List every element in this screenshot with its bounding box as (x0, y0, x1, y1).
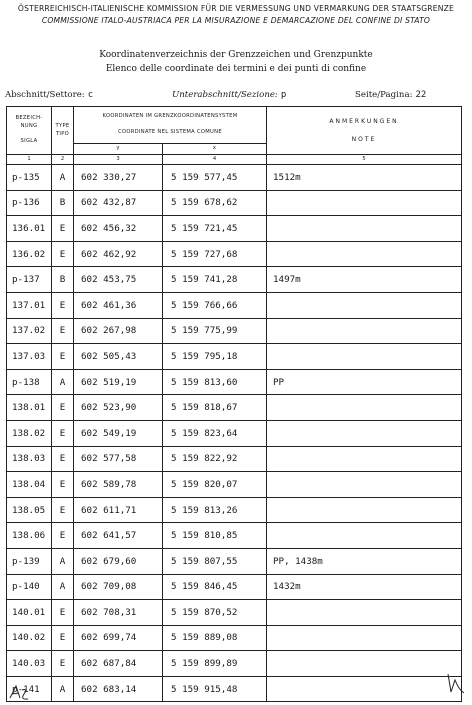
cell-y-coordinate: 602 611,71 (74, 497, 163, 523)
commission-title-italian: COMMISSIONE ITALO-AUSTRIACA PER LA MISURAZIONE E DEMARCAZIONE DEL CONFINE DI STATO (41, 16, 431, 25)
cell-y-coordinate: 602 577,58 (74, 446, 163, 472)
cell-y-coordinate: 602 519,19 (74, 369, 163, 395)
table-row (7, 216, 462, 242)
cell-type: E (52, 216, 74, 242)
cell-note (267, 216, 462, 242)
cell-type: E (52, 241, 74, 267)
cell-note (267, 344, 462, 370)
cell-type: A (52, 548, 74, 574)
cell-designation: 138.06 (7, 523, 52, 549)
section-value: p (280, 90, 287, 100)
cell-note (267, 600, 462, 626)
table-row (7, 600, 462, 626)
cell-type: E (52, 600, 74, 626)
column-number: 2 (52, 155, 74, 165)
cell-note (267, 446, 462, 472)
cell-x-coordinate: 5 159 813,26 (163, 497, 267, 523)
cell-x-coordinate: 5 159 889,08 (163, 625, 267, 651)
cell-x-coordinate: 5 159 766,66 (163, 292, 267, 318)
handwritten-signature-mark (445, 672, 467, 696)
cell-x-coordinate: 5 159 678,62 (163, 190, 267, 216)
cell-designation: 136.02 (7, 241, 52, 267)
table-row (7, 548, 462, 574)
cell-designation: p-135 (7, 165, 52, 191)
cell-type: E (52, 395, 74, 421)
cell-note (267, 625, 462, 651)
cell-y-coordinate: 602 453,75 (74, 267, 163, 293)
cell-y-coordinate: 602 699,74 (74, 625, 163, 651)
table-row (7, 344, 462, 370)
cell-y-coordinate: 602 709,08 (74, 574, 163, 600)
cell-type: A (52, 676, 74, 702)
cell-designation: p-140 (7, 574, 52, 600)
cell-x-coordinate: 5 159 822,92 (163, 446, 267, 472)
cell-designation: 140.01 (7, 600, 52, 626)
cell-y-coordinate: 602 461,36 (74, 292, 163, 318)
sector-value: c (87, 90, 94, 100)
cell-y-coordinate: 602 708,31 (74, 600, 163, 626)
cell-x-coordinate: 5 159 899,89 (163, 651, 267, 677)
cell-note (267, 676, 462, 702)
cell-x-coordinate: 5 159 775,99 (163, 318, 267, 344)
cell-y-coordinate: 602 589,78 (74, 472, 163, 498)
cell-x-coordinate: 5 159 818,67 (163, 395, 267, 421)
cell-note (267, 472, 462, 498)
table-row (7, 369, 462, 395)
cell-type: E (52, 344, 74, 370)
table-row (7, 395, 462, 421)
cell-type: E (52, 625, 74, 651)
cell-type: E (52, 292, 74, 318)
cell-designation: 138.05 (7, 497, 52, 523)
cell-designation: p-138 (7, 369, 52, 395)
cell-type: E (52, 651, 74, 677)
column-number: 5 (267, 155, 462, 165)
document-title-italian: Elenco delle coordinate dei termini e dei punti di confine (105, 64, 367, 74)
cell-note (267, 420, 462, 446)
cell-designation: p-141 (7, 676, 52, 702)
cell-x-coordinate: 5 159 795,18 (163, 344, 267, 370)
table-row (7, 574, 462, 600)
cell-type: E (52, 420, 74, 446)
cell-y-coordinate: 602 683,14 (74, 676, 163, 702)
cell-note (267, 190, 462, 216)
cell-note (267, 241, 462, 267)
cell-type: B (52, 190, 74, 216)
cell-y-coordinate: 602 505,43 (74, 344, 163, 370)
header-designation: BEZEICH- NUNG SIGLA (7, 107, 52, 155)
cell-designation: p-139 (7, 548, 52, 574)
cell-note: PP, 1438m (267, 548, 462, 574)
table-row (7, 497, 462, 523)
cell-note (267, 497, 462, 523)
header-notes: ANMERKUNGEN NOTE (267, 107, 462, 155)
cell-x-coordinate: 5 159 577,45 (163, 165, 267, 191)
sector-field (5, 90, 93, 100)
section-field (172, 90, 286, 100)
cell-type: E (52, 497, 74, 523)
cell-type: B (52, 267, 74, 293)
cell-note: 1512m (267, 165, 462, 191)
table-row (7, 165, 462, 191)
table-row (7, 292, 462, 318)
cell-designation: 138.04 (7, 472, 52, 498)
cell-note (267, 292, 462, 318)
cell-type: A (52, 165, 74, 191)
commission-title-german: ÖSTERREICHISCH-ITALIENISCHE KOMMISSION FÜR DIE VERMESSUNG UND VERMARKUNG DER STAATSGRENZE (17, 4, 455, 13)
cell-designation: 138.03 (7, 446, 52, 472)
table-row (7, 651, 462, 677)
cell-y-coordinate: 602 267,98 (74, 318, 163, 344)
cell-x-coordinate: 5 159 823,64 (163, 420, 267, 446)
cell-designation: 137.03 (7, 344, 52, 370)
sector-label: Abschnitt/Settore: (5, 90, 85, 100)
cell-y-coordinate: 602 641,57 (74, 523, 163, 549)
cell-type: E (52, 446, 74, 472)
cell-type: A (52, 369, 74, 395)
cell-note: PP (267, 369, 462, 395)
cell-designation: 137.01 (7, 292, 52, 318)
table-row (7, 318, 462, 344)
header-y: y (74, 144, 163, 155)
table-row (7, 472, 462, 498)
header-coordinates: KOORDINATEN IM GRENZKOORDINATENSYSTEM COORDINATE NEL SISTEMA COMUNE (74, 107, 267, 144)
cell-x-coordinate: 5 159 870,52 (163, 600, 267, 626)
table-row (7, 676, 462, 702)
cell-x-coordinate: 5 159 721,45 (163, 216, 267, 242)
column-number: 3 (74, 155, 163, 165)
handwritten-initials-mark (8, 684, 32, 702)
cell-type: E (52, 318, 74, 344)
cell-x-coordinate: 5 159 741,28 (163, 267, 267, 293)
cell-designation: 136.01 (7, 216, 52, 242)
table-row (7, 625, 462, 651)
header-x: x (163, 144, 267, 155)
table-row (7, 446, 462, 472)
cell-note: 1497m (267, 267, 462, 293)
cell-y-coordinate: 602 679,60 (74, 548, 163, 574)
page-value: 22 (415, 90, 427, 100)
cell-designation: p-136 (7, 190, 52, 216)
cell-note: 1432m (267, 574, 462, 600)
cell-type: A (52, 574, 74, 600)
column-number: 4 (163, 155, 267, 165)
table-row (7, 190, 462, 216)
cell-x-coordinate: 5 159 810,85 (163, 523, 267, 549)
cell-y-coordinate: 602 330,27 (74, 165, 163, 191)
cell-designation: 137.02 (7, 318, 52, 344)
cell-x-coordinate: 5 159 820,07 (163, 472, 267, 498)
column-number: 1 (7, 155, 52, 165)
cell-x-coordinate: 5 159 846,45 (163, 574, 267, 600)
page-field (355, 90, 426, 100)
cell-designation: 140.02 (7, 625, 52, 651)
cell-designation: 138.02 (7, 420, 52, 446)
table-row (7, 420, 462, 446)
header-type: TYPE TIPO (52, 107, 74, 155)
cell-note (267, 523, 462, 549)
section-label: Unterabschnitt/Sezione: (172, 90, 278, 100)
table-row (7, 267, 462, 293)
cell-designation: 140.03 (7, 651, 52, 677)
cell-y-coordinate: 602 687,84 (74, 651, 163, 677)
table-row (7, 523, 462, 549)
cell-y-coordinate: 602 462,92 (74, 241, 163, 267)
cell-y-coordinate: 602 523,90 (74, 395, 163, 421)
coordinate-table (6, 106, 462, 702)
cell-x-coordinate: 5 159 727,68 (163, 241, 267, 267)
cell-x-coordinate: 5 159 915,48 (163, 676, 267, 702)
cell-designation: p-137 (7, 267, 52, 293)
cell-note (267, 395, 462, 421)
cell-y-coordinate: 602 456,32 (74, 216, 163, 242)
cell-x-coordinate: 5 159 813,60 (163, 369, 267, 395)
cell-y-coordinate: 602 549,19 (74, 420, 163, 446)
cell-designation: 138.01 (7, 395, 52, 421)
table-row (7, 241, 462, 267)
cell-y-coordinate: 602 432,87 (74, 190, 163, 216)
cell-type: E (52, 523, 74, 549)
cell-note (267, 318, 462, 344)
page-label: Seite/Pagina: (355, 90, 413, 100)
cell-note (267, 651, 462, 677)
cell-type: E (52, 472, 74, 498)
cell-x-coordinate: 5 159 807,55 (163, 548, 267, 574)
document-title-german: Koordinatenverzeichnis der Grenzzeichen und Grenzpunkte (99, 50, 373, 60)
